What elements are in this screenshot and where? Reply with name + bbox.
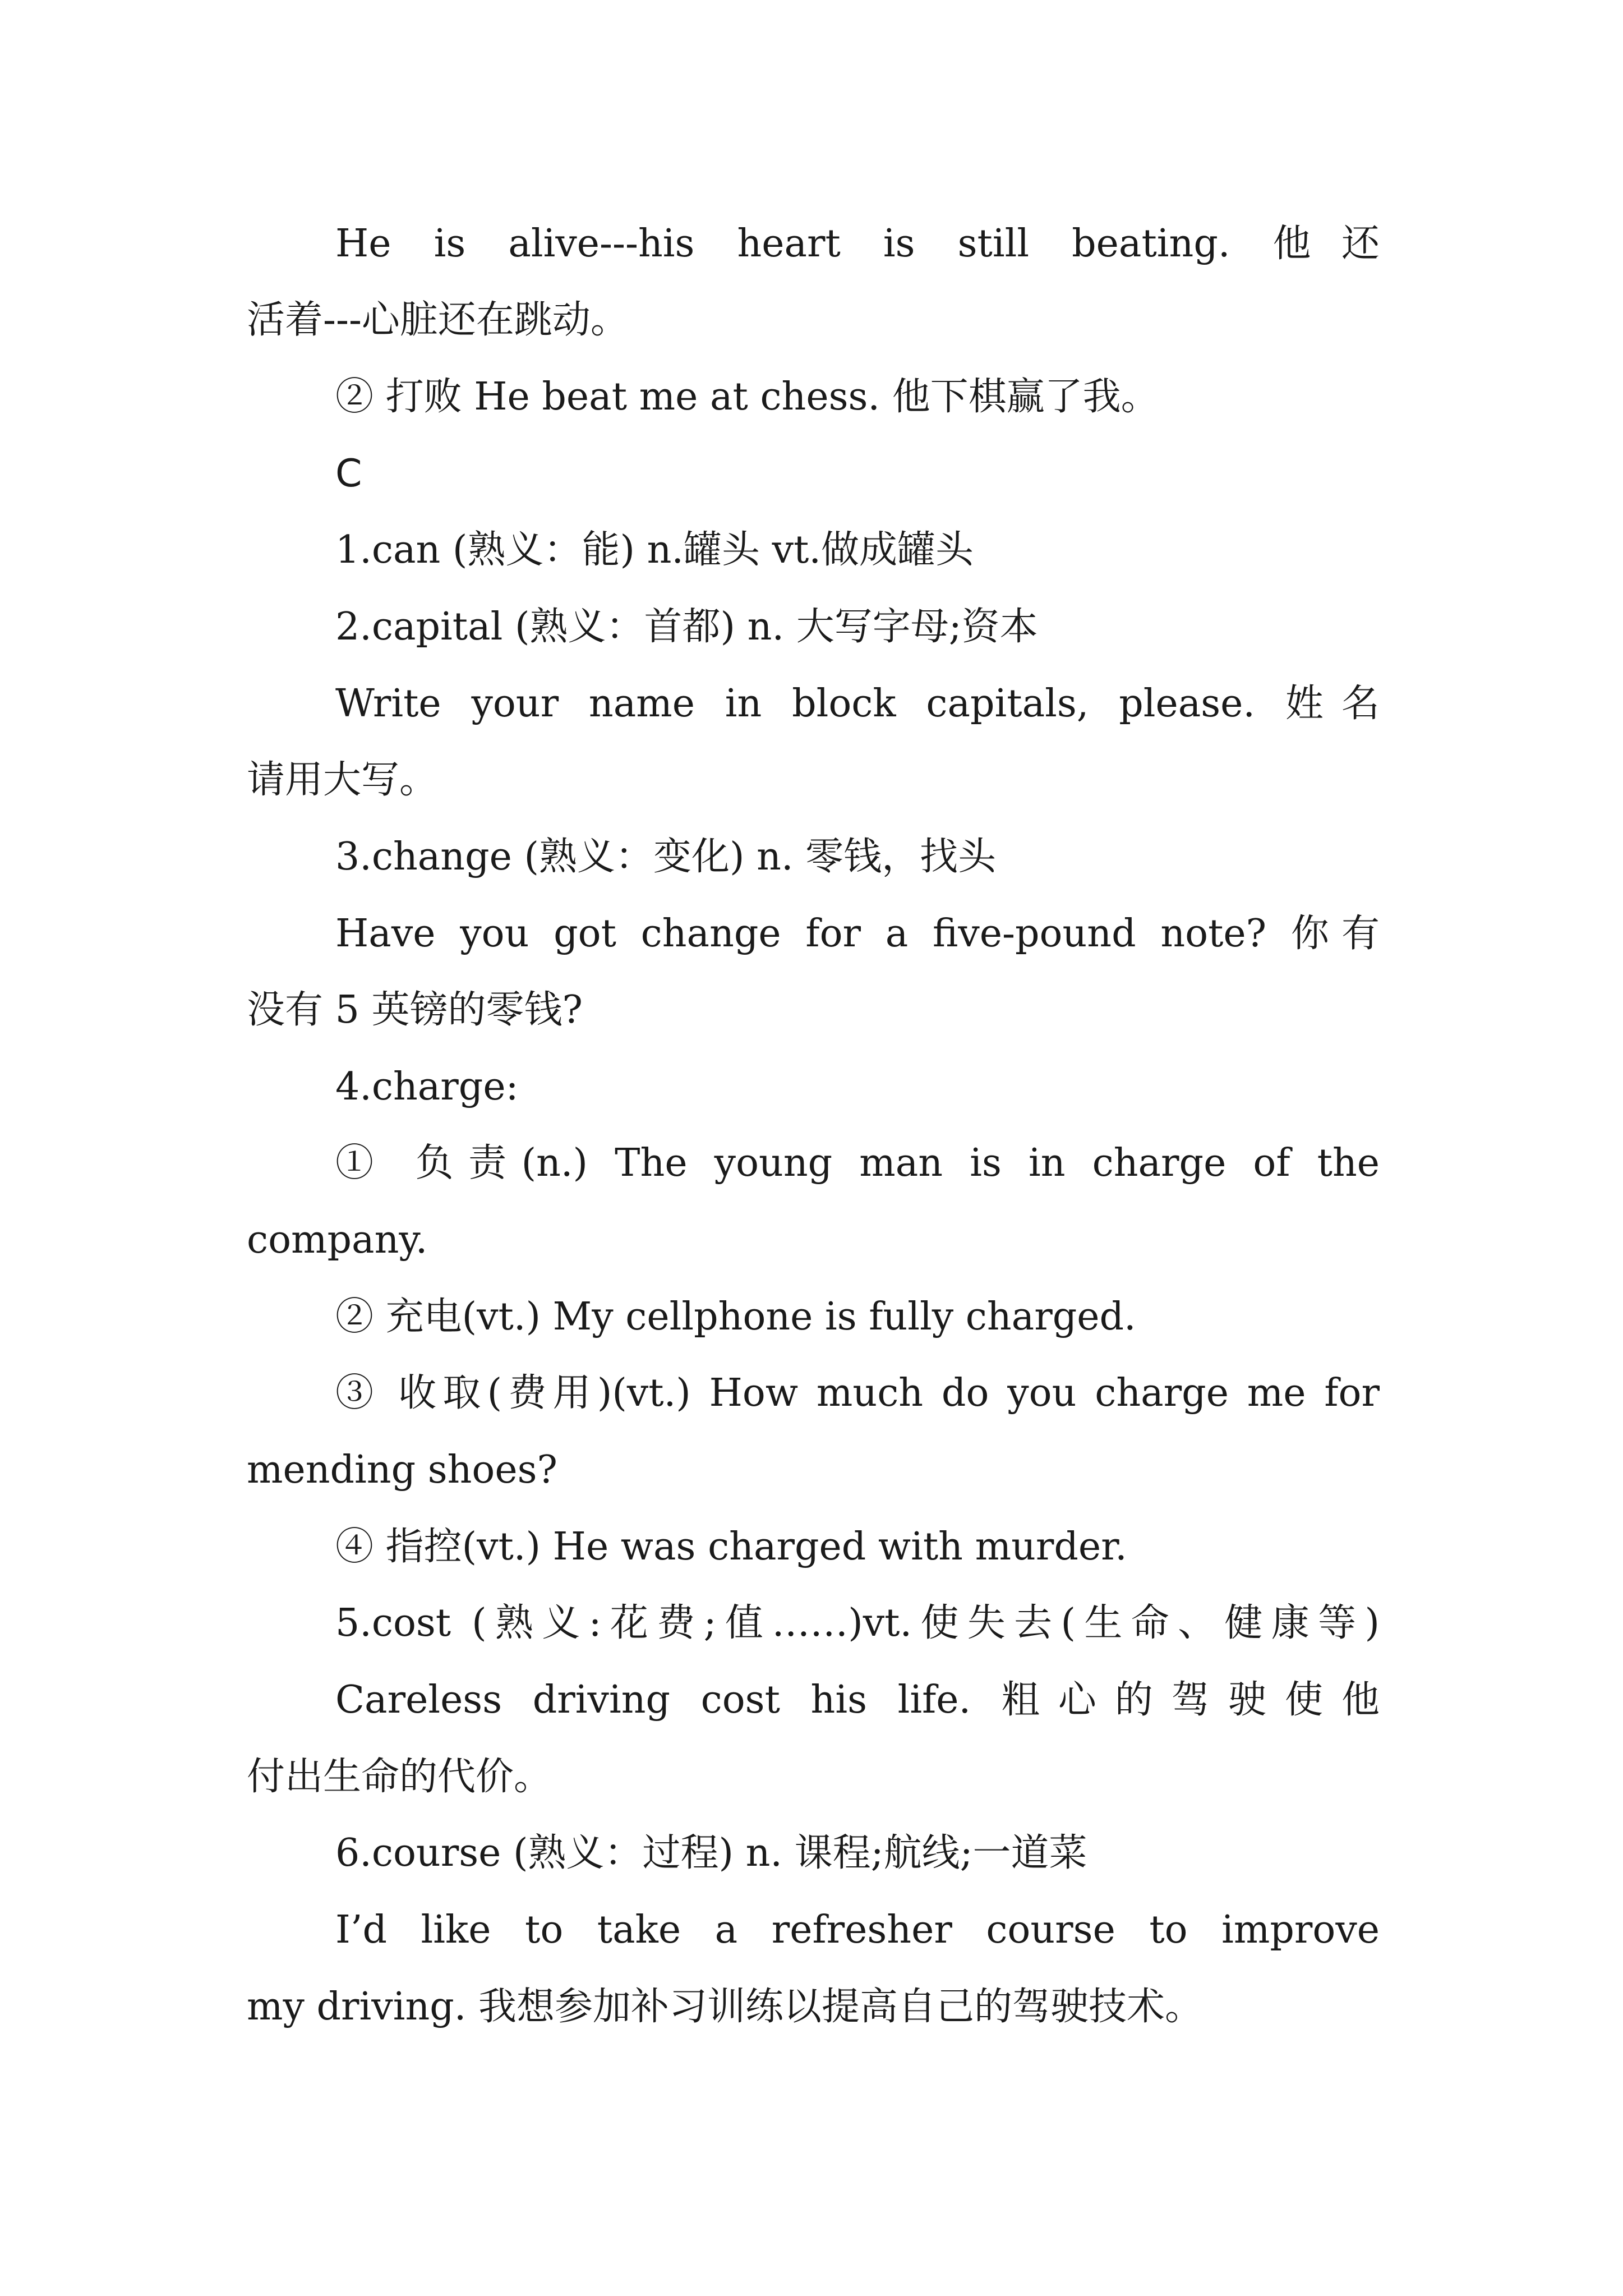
text-line: company. <box>247 1218 428 1262</box>
vocab-entry: 5.cost (熟义:花费;值……)vt.使失去(生命、健康等) <box>335 1601 1380 1645</box>
sense-item: ④ 指控(vt.) He was charged with murder. <box>335 1525 1127 1569</box>
text-line: mending shoes? <box>247 1448 557 1492</box>
sense-item: ③ 收取(费用)(vt.) How much do you charge me for <box>335 1371 1380 1415</box>
sense-item: ① 负责(n.) The young man is in charge of the <box>335 1141 1380 1185</box>
vocab-entry: 2.capital (熟义：首都) n. 大写字母;资本 <box>335 605 1038 649</box>
text-line: 付出生命的代价。 <box>247 1755 552 1799</box>
example-sentence: I’d like to take a refresher course to improve <box>335 1908 1380 1952</box>
sense-item: ② 充电(vt.) My cellphone is fully charged. <box>335 1295 1136 1339</box>
text-line: ② 打败 He beat me at chess. 他下棋赢了我。 <box>335 375 1159 419</box>
vocab-entry: 3.change (熟义：变化) n. 零钱，找头 <box>335 835 997 879</box>
vocab-entry: 1.can (熟义：能) n.罐头 vt.做成罐头 <box>335 528 974 572</box>
text-line: 请用大写。 <box>247 758 438 802</box>
vocab-entry: 4.charge: <box>335 1065 519 1109</box>
vocab-entry: 6.course (熟义：过程) n. 课程;航线;一道菜 <box>335 1831 1087 1875</box>
section-heading: C <box>335 452 362 496</box>
example-sentence: Have you got change for a five-pound note? 你有 <box>335 912 1380 956</box>
text-line: my driving. 我想参加补习训练以提高自己的驾驶技术。 <box>247 1985 1204 2029</box>
text-line: He is alive---his heart is still beating. 他还 <box>335 222 1380 266</box>
example-sentence: Write your name in block capitals, please. 姓名 <box>335 682 1380 726</box>
text-line: 没有 5 英镑的零钱? <box>247 988 583 1032</box>
example-sentence: Careless driving cost his life. 粗心的驾驶使他 <box>335 1678 1380 1722</box>
text-line: 活着---心脏还在跳动。 <box>247 298 629 342</box>
